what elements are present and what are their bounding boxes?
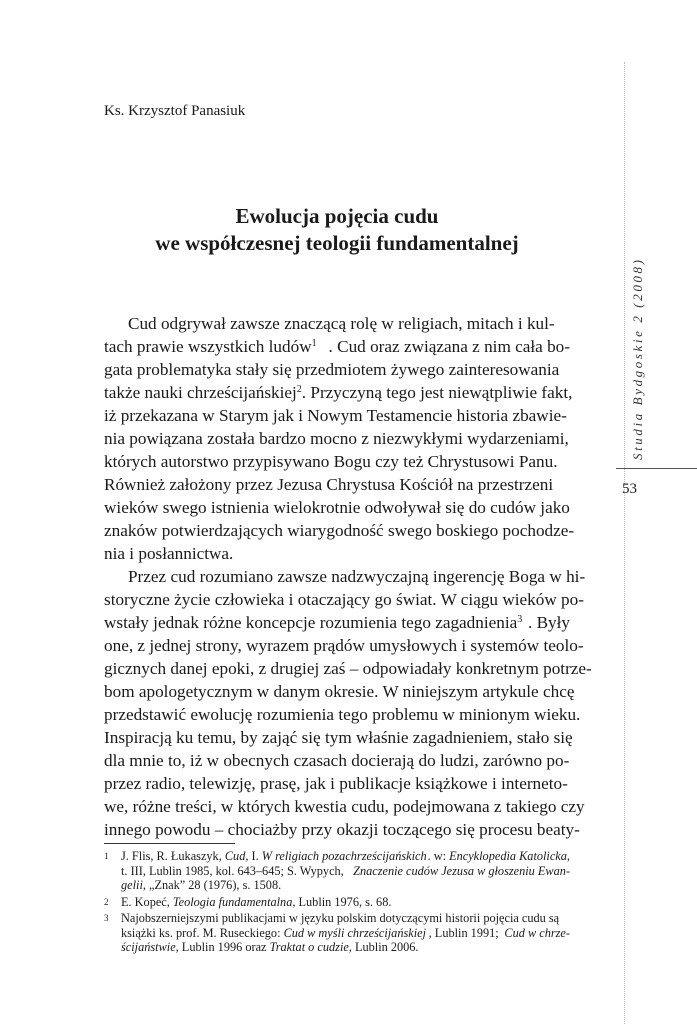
text-span: . Były — [527, 613, 570, 632]
body-line: których autorstwo przypisywano Bogu czy też Chrystusowi Panu. — [104, 452, 558, 471]
text-span: , I. — [245, 849, 262, 863]
paragraph-2 — [104, 565, 592, 841]
text-span: , „Znak” 28 (1976), s. 1508. — [142, 878, 282, 892]
italic-span: Cud w chrze- — [504, 925, 570, 940]
body-line: innego powodu – chociażby przy okazji toczącego się procesu beaty- — [104, 820, 580, 839]
footnote-line: Najobszerniejszymi publikacjami w języku polskim dotyczącymi historii pojęcia cudu są — [121, 911, 560, 925]
footnote-2 — [104, 895, 570, 910]
footnote-number: 3 — [104, 913, 109, 923]
italic-span: gelii — [121, 878, 143, 892]
footnote-line — [121, 940, 570, 955]
footnote-separator — [104, 843, 235, 844]
body-line: Inspiracją ku temu, by zająć się tym właśnie zagadnieniem, stało się — [104, 728, 573, 747]
text-span: . Przyczyną tego jest niewątpliwie fakt, — [301, 383, 573, 402]
italic-span: Cud w myśli chrześcijańskiej — [283, 925, 427, 940]
article-title — [104, 203, 570, 257]
text-span: książki ks. prof. M. Ruseckiego: — [121, 925, 284, 940]
italic-span: Encyklopedia Katolicka — [449, 849, 567, 863]
italic-span: Znaczenie cudów Jezusa w głoszeniu Ewan- — [353, 863, 570, 878]
body-line: znaków potwierdzających wiarygodność swego boskiego pochodze- — [104, 521, 575, 540]
title-line-1: Ewolucja pojęcia cudu — [235, 204, 439, 228]
body-line: bom apologetycznym w danym okresie. W niniejszym artykule chcę — [104, 682, 575, 701]
italic-span: Traktat o cudzie — [269, 940, 349, 954]
title-line-2: we współczesnej teologii fundamentalnej — [155, 231, 519, 255]
footnote-3 — [104, 911, 570, 955]
footnote-line — [121, 849, 570, 864]
body-line: przez radio, telewizję, prasę, jak i publikacje książkowe i interneto- — [104, 774, 568, 793]
italic-span: ścijaństwie — [121, 940, 176, 954]
text-span: , Lublin 1996 oraz — [175, 940, 270, 954]
body-line — [104, 611, 570, 634]
body-line: dla mnie to, iż w obecnych czasach docierają do ludzi, zarówno po- — [104, 751, 570, 770]
journal-title: Studia Bydgoskie 2 (2008) — [630, 257, 645, 460]
footnote-ref-3[interactable]: 3 — [517, 614, 523, 625]
text-span: . Cud oraz związana z nim cała bo- — [328, 337, 570, 356]
body-line: nia powiązana została bardzo mocno z niezwykłymi wydarzeniami, — [104, 429, 569, 448]
article-body — [104, 312, 592, 841]
body-line: nia i posłannictwa. — [104, 544, 234, 563]
text-span: , Lublin 2006. — [348, 940, 419, 954]
italic-span: Cud — [224, 849, 246, 863]
footnote-line — [121, 926, 570, 941]
text-span: E. Kopeć, — [121, 894, 173, 909]
page-number-rule — [616, 468, 697, 469]
text-span: , Lublin 1991; — [428, 925, 502, 940]
body-line: we, różne treści, w których kwestia cudu, podejmowana z takiego czy — [104, 797, 585, 816]
body-line: Przez cud rozumiano zawsze nadzwyczajną ingerencję Boga w hi- — [128, 567, 586, 586]
body-line: przedstawić ewolucję rozumienia tego problemu w minionym wieku. — [104, 705, 581, 724]
footnote-line — [121, 864, 570, 879]
author-name: Ks. Krzysztof Panasiuk — [104, 103, 246, 119]
body-line: wieków swego istnienia wielokrotnie odwoływał się do cudów jako — [104, 498, 570, 517]
text-span: tach prawie wszystkich ludów — [104, 337, 312, 356]
footnotes — [104, 849, 570, 957]
text-span: , Lublin 1976, s. 68. — [292, 894, 392, 909]
footnote-ref-2[interactable]: 2 — [296, 384, 302, 395]
footnote-ref-1[interactable]: 1 — [311, 338, 317, 349]
footnote-line — [121, 878, 570, 893]
italic-span: W religiach pozachrześcijańskich — [261, 849, 427, 863]
body-line: gata problematyka stały się przedmiotem żywego zainteresowania — [104, 360, 560, 379]
text-span: , — [566, 849, 570, 863]
page-number: 53 — [622, 481, 637, 497]
text-span: . w: — [427, 849, 450, 863]
body-line: iż przekazana w Starym jak i Nowym Testamencie historia zbawie- — [104, 406, 567, 425]
margin-guide-line — [624, 62, 625, 1024]
footnote-line — [121, 895, 570, 910]
paragraph-1 — [104, 312, 575, 565]
text-span: wstały jednak różne koncepcje rozumienia tego zagadnienia — [104, 613, 518, 632]
body-line — [104, 335, 570, 358]
footnote-number: 2 — [104, 896, 109, 907]
body-line: storyczne życie człowieka i otaczający go świat. W ciągu wieków po- — [104, 590, 584, 609]
body-line: Cud odgrywał zawsze znaczącą rolę w religiach, mitach i kul- — [128, 314, 555, 333]
body-line — [104, 381, 573, 404]
italic-span: Teologia fundamentalna — [172, 894, 293, 909]
text-span: także nauki chrześcijańskiej — [104, 383, 297, 402]
text-span: J. Flis, R. Łukaszyk, — [121, 849, 225, 863]
body-line: gicznych danej epoki, z drugiej zaś – odpowiadały konkretnym potrze- — [104, 659, 592, 678]
text-span: t. III, Lublin 1985, kol. 643–645; S. Wypych, — [121, 863, 347, 878]
footnote-number: 1 — [104, 851, 109, 861]
body-line: one, z jednej strony, wyrazem prądów umysłowych i systemów teolo- — [104, 636, 584, 655]
footnote-1 — [104, 849, 570, 893]
body-line: Również założony przez Jezusa Chrystusa Kościół na przestrzeni — [104, 475, 554, 494]
